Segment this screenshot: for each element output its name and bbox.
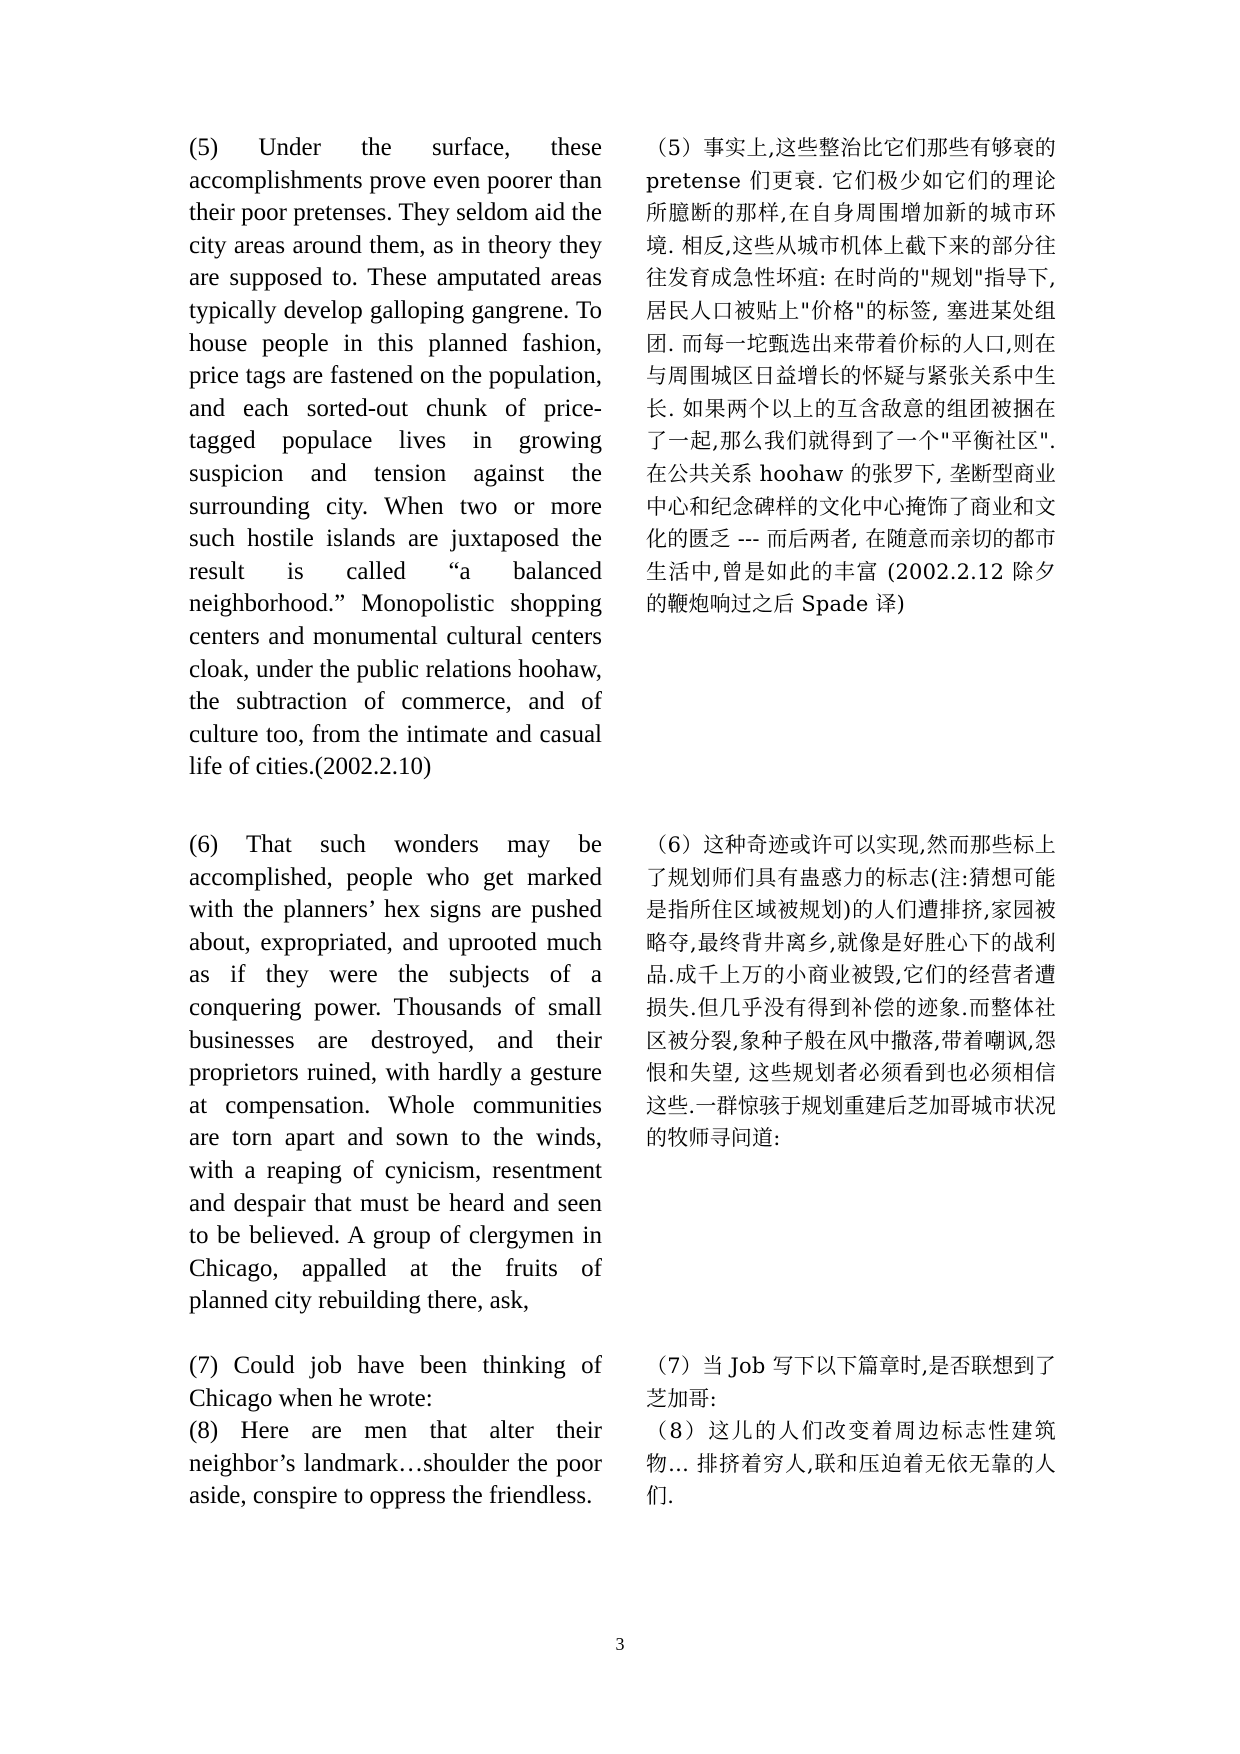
paragraph-8-chinese: （8）这儿的人们改变着周边标志性建筑物… 排挤着穷人,联和压迫着无依无靠的人们. xyxy=(646,1419,1056,1509)
paragraph-5-english: (5) Under the surface, these accomplishments prove even poorer than their poor pretenses. They seldom aid the city areas around them, as in theory they are supposed to. These amputated areas typically develop galloping gangrene. To house people in this planned fashion, price tags are fastened on the population, and each sorted-out chunk of price-tagged populace lives in growing suspicion and tension against the surrounding city. When two or more such hostile islands are juxtaposed the result is called “a balanced neighborhood.” Monopolistic shopping centers and monumental cultural centers cloak, under the public relations hoohaw, the subtraction of commerce, and of culture too, from the intimate and casual life of cities.(2002.2.10) xyxy=(189,134,602,781)
page-number: 3 xyxy=(615,1634,625,1654)
paragraph-7-english: (7) Could job have been thinking of Chicago when he wrote: xyxy=(189,1352,602,1412)
paragraph-6-english: (6) That such wonders may be accomplished, people who get marked with the planners’ hex signs are pushed about, expropriated, and uprooted much as if they were the subjects of a conquering power. Thousands of small businesses are destroyed, and their proprietors ruined, with hardly a gesture at compensation. Whole communities are torn apart and sown to the winds, with a reaping of cynicism, resentment and despair that must be heard and seen to be believed. A group of clergymen in Chicago, appalled at the fruits of planned city rebuilding there, ask, xyxy=(189,831,602,1315)
paragraph-8-english: (8) Here are men that alter their neighbor’s landmark…shoulder the poor aside, conspire to oppress the friendless. xyxy=(189,1417,602,1510)
paragraph-7-chinese: （7）当 Job 写下以下篇章时,是否联想到了芝加哥: xyxy=(646,1354,1056,1411)
paragraph-6-chinese: （6）这种奇迹或许可以实现,然而那些标上了规划师们具有蛊惑力的标志(注:猜想可能是指所住区域被规划)的人们遭排挤,家园被略夺,最终背井离乡,就像是好胜心下的战利品.成千上万的小商业被毁,它们的经营者遭损失.但几乎没有得到补偿的迹象.而整体社区被分裂,象种子般在风中撒落,带着嘲讽,怨恨和失望, 这些规划者必须看到也必须相信这些.一群惊骇于规划重建后芝加哥城市状况的牧师寻问道: xyxy=(646,833,1056,1151)
paragraph-5-chinese: （5）事实上,这些整治比它们那些有够衰的 pretense 们更衰. 它们极少如它们的理论所臆断的那样,在自身周围增加新的城市环境. 相反,这些从城市机体上截下来的部分往往发育成急性坏疽: 在时尚的"规划"指导下,居民人口被贴上"价格"的标签, 塞进某处组团. 而每一坨甄选出来带着价标的人口,则在与周围城区日益增长的怀疑与紧张关系中生长. 如果两个以上的互含敌意的组团被捆在了一起,那么我们就得到了一个"平衡社区". 在公共关系 hoohaw 的张罗下, 垄断型商业中心和纪念碑样的文化中心掩饰了商业和文化的匮乏 --- 而后两者, 在随意而亲切的都市生活中,曾是如此的丰富 (2002.2.12 除夕的鞭炮响过之后 Spade 译) xyxy=(646,136,1056,617)
